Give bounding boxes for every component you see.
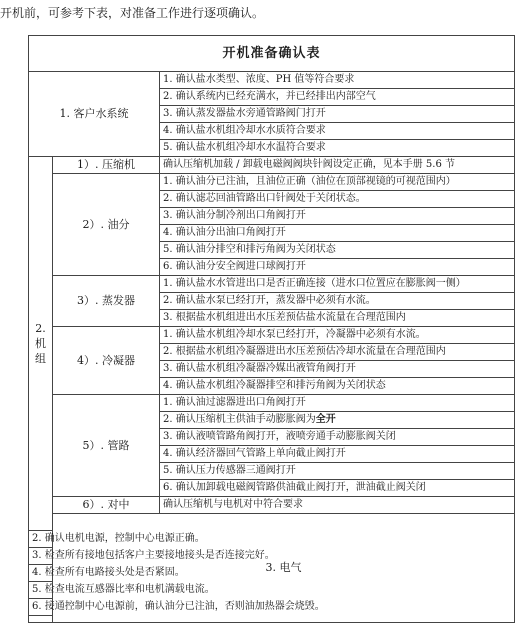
checklist-table — [28, 35, 514, 623]
table-title-row — [29, 36, 515, 72]
section-client-water: 1. 客户水系统 — [29, 72, 160, 157]
checklist-item: 确认压缩机加载 / 卸载电磁阀阀块针阀设定正确，见本手册 5.6 节 — [160, 157, 515, 174]
table-row-cutoff — [29, 616, 53, 623]
checklist-item: 确认压缩机与电机对中符合要求 — [160, 497, 515, 514]
section-unit — [29, 157, 53, 531]
checklist-item: 3. 确认盐水机组冷凝器冷媒出液管角阀打开 — [160, 361, 515, 378]
checklist-item: 2. 确认电机电源，控制中心电源正确。 — [29, 531, 53, 548]
emphasis-text: 全开 — [315, 414, 336, 425]
checklist-item — [160, 412, 515, 429]
subsection-evaporator: 3）. 蒸发器 — [53, 276, 160, 327]
section-unit-number: 2. — [35, 322, 46, 335]
checklist-item: 5. 确认油分排空和排污角阀为关闭状态 — [160, 242, 515, 259]
checklist-item: 6. 确认加卸载电磁阀管路供油截止阀打开，泄油截止阀关闭 — [160, 480, 515, 497]
checklist-item: 1. 确认油分已注油，且油位正确（油位在顶部视镜的可视范围内） — [160, 174, 515, 191]
checklist-item: 3. 检查所有接地包括客户主要接地接头是否连接完好。 — [29, 548, 53, 565]
checklist-item: 3. 确认液喷管路角阀打开，液喷旁通手动膨胀阀关闭 — [160, 429, 515, 446]
checklist-item: 6. 确认油分安全阀进口球阀打开 — [160, 259, 515, 276]
checklist-item: 4. 确认盐水机组冷凝器排空和排污角阀为关闭状态 — [160, 378, 515, 395]
checklist-item: 2. 确认盐水泵已经打开，蒸发器中必须有水流。 — [160, 293, 515, 310]
checklist-item: 5. 确认盐水机组冷却水水温符合要求 — [160, 140, 515, 157]
checklist-item: 1. 确认盐水类型、浓度、PH 值等符合要求 — [160, 72, 515, 89]
checklist-item: 4. 确认盐水机组冷却水水质符合要求 — [160, 123, 515, 140]
checklist-item: 5. 确认压力传感器三通阀打开 — [160, 463, 515, 480]
checklist-item: 2. 确认滤芯回油管路出口针阀处于关闭状态。 — [160, 191, 515, 208]
table-row — [29, 497, 515, 514]
checklist-item: 1. 确认油过滤器进出口角阀打开 — [160, 395, 515, 412]
checklist-item: 5. 检查电流互感器比率和电机满载电流。 — [29, 582, 53, 599]
table-row — [29, 276, 515, 293]
subsection-alignment: 6）. 对中 — [53, 497, 160, 514]
subsection-piping: 5）. 管路 — [53, 395, 160, 497]
subsection-condenser: 4）. 冷凝器 — [53, 327, 160, 395]
checklist-item: 4. 确认油分出油口角阀打开 — [160, 225, 515, 242]
checklist-item: 3. 确认蒸发器盐水旁通管路阀门打开 — [160, 106, 515, 123]
checklist-item: 3. 根据盐水机组进出水压差预估盐水流量在合理范围内 — [160, 310, 515, 327]
checklist-item: 2. 根据盐水机组冷凝器进出水压差预估冷却水流量在合理范围内 — [160, 344, 515, 361]
checklist-item: 6. 接通控制中心电源前，确认油分已注油，否则油加热器会烧毁。 — [29, 599, 53, 616]
subsection-compressor: 1）. 压缩机 — [53, 157, 160, 174]
table-row — [29, 514, 515, 531]
checklist-item-text: 2. 确认压缩机主供油手动膨胀阀为 — [163, 414, 316, 425]
checklist-item: 4. 确认经济器回气管路上单向截止阀打开 — [160, 446, 515, 463]
checklist-item: 1. 确认盐水机组冷却水泵已经打开，冷凝器中必须有水流。 — [160, 327, 515, 344]
table-row — [29, 72, 515, 89]
checklist-item: 3. 确认油分制冷剂出口角阀打开 — [160, 208, 515, 225]
table-row — [29, 174, 515, 191]
subsection-oil-separator: 2）. 油分 — [53, 174, 160, 276]
section-electrical: 3. 电气 — [53, 514, 515, 623]
table-row — [29, 395, 515, 412]
checklist-item: 4. 检查所有电路接头处是否紧固。 — [29, 565, 53, 582]
table-row — [29, 327, 515, 344]
table-row — [29, 157, 515, 174]
checklist-item: 1. 确认盐水水管进出口是否正确连接（进水口位置应在膨胀阀一侧） — [160, 276, 515, 293]
checklist-item: 2. 确认系统内已经充满水，并已经排出内部空气 — [160, 89, 515, 106]
intro-text: 开机前，可参考下表，对准备工作进行逐项确认。 — [0, 6, 265, 20]
section-unit-name: 机组 — [35, 337, 46, 365]
table-title: 开机准备确认表 — [29, 36, 515, 72]
